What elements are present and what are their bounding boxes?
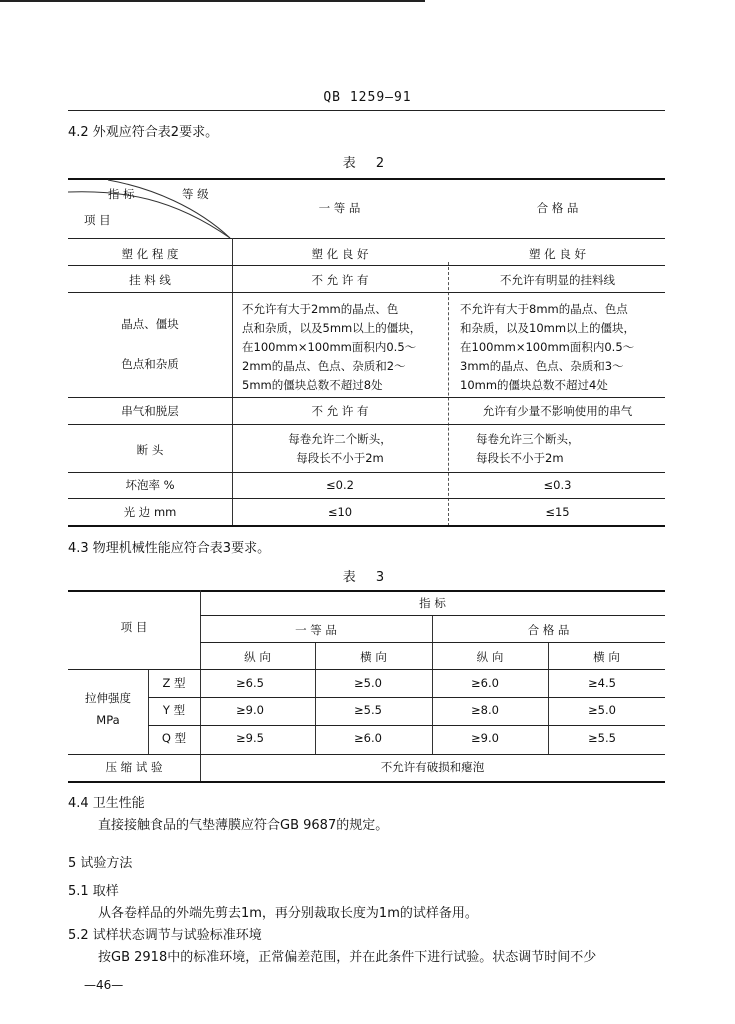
table2-row2-first: 不 允 许 有 bbox=[311, 273, 369, 287]
table2-col-first: 一 等 品 bbox=[318, 201, 361, 215]
clause-4-2: 4.2 外观应符合表2要求。 bbox=[68, 125, 219, 140]
table2-row7-first: ≤10 bbox=[327, 505, 353, 519]
table3-z-first-long: ≥6.5 bbox=[236, 676, 264, 690]
table2-row7-pass: ≤15 bbox=[545, 505, 570, 519]
text-line: 在100mm×100mm面积内0.5～ bbox=[242, 340, 417, 354]
text-line: 每段长不小于2m bbox=[296, 451, 384, 465]
table3-y-first-trans: ≥5.5 bbox=[354, 703, 382, 717]
table3-z-pass-trans: ≥4.5 bbox=[588, 676, 616, 690]
table3-y-pass-long: ≥8.0 bbox=[471, 703, 499, 717]
table3-bottom-rule bbox=[68, 781, 665, 783]
table3-type-q: Q 型 bbox=[161, 731, 187, 745]
table2-row5-pass bbox=[476, 430, 580, 468]
text-line: 点和杂质，以及5mm以上的僵块， bbox=[242, 321, 422, 335]
table2-row3-first bbox=[242, 300, 421, 395]
table2-row4-first: 不 允 许 有 bbox=[311, 404, 369, 418]
table3-type-y: Y 型 bbox=[162, 703, 186, 717]
table3-header-rule bbox=[68, 669, 665, 670]
text-line: 2mm的晶点、色点、杂质和2～ bbox=[242, 359, 406, 373]
text-line: 3mm的晶点、色点、杂质和3～ bbox=[460, 359, 624, 373]
text-line: 不允许有大于8mm的晶点、色点 bbox=[460, 302, 628, 316]
text-line: 5mm的僵块总数不超过8处 bbox=[242, 378, 383, 392]
table3-y-first-long: ≥9.0 bbox=[236, 703, 264, 717]
table2-row1-first: 塑 化 良 好 bbox=[311, 247, 369, 261]
scan-top-rule bbox=[0, 0, 425, 2]
table2-header-rule bbox=[68, 238, 665, 239]
table3-compress-value: 不允许有破损和瘪泡 bbox=[380, 760, 485, 774]
table2-row3-item-a: 晶点、僵块 bbox=[121, 317, 179, 331]
clause-5-1-body: 从各卷样品的外端先剪去1m，再分别裁取长度为1m的试样备用。 bbox=[98, 906, 478, 921]
table3-first-longitudinal: 纵 向 bbox=[244, 650, 271, 664]
table2-row2-item: 挂 料 线 bbox=[129, 273, 171, 287]
table2-row1-item: 塑 化 程 度 bbox=[121, 247, 179, 261]
table3-z-pass-long: ≥6.0 bbox=[471, 676, 499, 690]
text-line: 不允许有大于2mm的晶点、色 bbox=[242, 302, 399, 316]
table2-row-rule bbox=[68, 397, 665, 398]
table3-tensile-unit: MPa bbox=[96, 713, 120, 727]
clause-5-2: 5.2 试样状态调节与试验标准环境 bbox=[68, 928, 262, 943]
table3-y-pass-trans: ≥5.0 bbox=[588, 703, 616, 717]
table3-top-rule bbox=[68, 590, 665, 592]
table3-header-rule bbox=[200, 615, 665, 616]
table3-q-pass-trans: ≥5.5 bbox=[588, 731, 616, 745]
table3-first-transverse: 横 向 bbox=[360, 650, 387, 664]
table3-row-rule bbox=[148, 725, 665, 726]
header-rule bbox=[68, 110, 665, 111]
table2-diag-index: 指 标 bbox=[108, 187, 135, 201]
table3-col-pass: 合 格 品 bbox=[527, 623, 570, 637]
table2-col-pass: 合 格 品 bbox=[536, 201, 579, 215]
section-5-heading: 5 试验方法 bbox=[68, 856, 133, 871]
table3-q-first-long: ≥9.5 bbox=[236, 731, 264, 745]
clause-4-4-body: 直接接触食品的气垫薄膜应符合GB 9687的规定。 bbox=[98, 818, 389, 833]
table2-row3-item-b: 色点和杂质 bbox=[121, 357, 179, 371]
table3-row-rule bbox=[148, 697, 665, 698]
table2-row4-pass: 允许有少量不影响使用的串气 bbox=[482, 404, 633, 418]
page-number: —46— bbox=[84, 978, 124, 992]
table3-pass-longitudinal: 纵 向 bbox=[476, 650, 504, 664]
table3-pass-transverse: 横 向 bbox=[593, 650, 620, 664]
table2-row-rule bbox=[68, 498, 665, 499]
table2-bottom-rule bbox=[68, 525, 665, 527]
table2-row-rule bbox=[68, 424, 665, 425]
table3-z-first-trans: ≥5.0 bbox=[354, 676, 382, 690]
table2-row-rule bbox=[68, 292, 665, 293]
table2-row3-pass bbox=[460, 300, 635, 395]
table2-caption: 表 2 bbox=[342, 156, 393, 171]
table2-diag-item: 项 目 bbox=[84, 213, 111, 227]
table2-row5-first bbox=[232, 430, 448, 468]
table3-q-first-trans: ≥6.0 bbox=[354, 731, 382, 745]
text-line: 每段长不小于2m bbox=[476, 451, 564, 465]
table3-caption: 表 3 bbox=[342, 570, 393, 585]
table2-vline-grade bbox=[448, 262, 449, 526]
table3-tensile-label: 拉伸强度 bbox=[85, 691, 131, 705]
table3-row-rule bbox=[68, 754, 665, 755]
text-line: 每卷允许三个断头， bbox=[476, 432, 580, 446]
table2-row2-pass: 不允许有明显的挂料线 bbox=[500, 273, 615, 287]
text-line: 在100mm×100mm面积内0.5～ bbox=[460, 340, 635, 354]
text-line: 和杂质，以及10mm以上的僵块， bbox=[460, 321, 636, 335]
table2-row-rule bbox=[68, 265, 665, 266]
table2-row6-first: ≤0.2 bbox=[326, 478, 354, 492]
table2-row6-pass: ≤0.3 bbox=[543, 478, 572, 492]
table3-item-header: 项 目 bbox=[120, 620, 148, 634]
text-line: 10mm的僵块总数不超过4处 bbox=[460, 378, 608, 392]
clause-5-2-body: 按GB 2918中的标准环境，正常偏差范围，并在此条件下进行试验。状态调节时间不少 bbox=[98, 950, 597, 965]
clause-5-1: 5.1 取样 bbox=[68, 884, 119, 899]
table2-row5-item: 断 头 bbox=[136, 443, 164, 457]
table2-row7-item: 光 边 mm bbox=[123, 505, 177, 519]
table2-row1-pass: 塑 化 良 好 bbox=[529, 247, 586, 261]
table3-compress-label: 压 缩 试 验 bbox=[105, 760, 163, 774]
table3-col-first: 一 等 品 bbox=[295, 623, 337, 637]
table2-diag-grade: 等 级 bbox=[182, 187, 209, 201]
text-line: 每卷允许二个断头， bbox=[288, 432, 392, 446]
table3-q-pass-long: ≥9.0 bbox=[471, 731, 499, 745]
table2-row-rule bbox=[68, 472, 665, 473]
clause-4-3: 4.3 物理机械性能应符合表3要求。 bbox=[68, 541, 271, 556]
table2-row6-item: 坏泡率 % bbox=[125, 478, 175, 492]
table2-row4-item: 串气和脱层 bbox=[121, 404, 179, 418]
table3-header-rule bbox=[200, 642, 665, 643]
table3-index-header: 指 标 bbox=[419, 596, 446, 610]
table3-type-z: Z 型 bbox=[162, 676, 186, 690]
clause-4-4: 4.4 卫生性能 bbox=[68, 796, 145, 811]
standard-number-header: QB 1259—91 bbox=[323, 90, 412, 105]
